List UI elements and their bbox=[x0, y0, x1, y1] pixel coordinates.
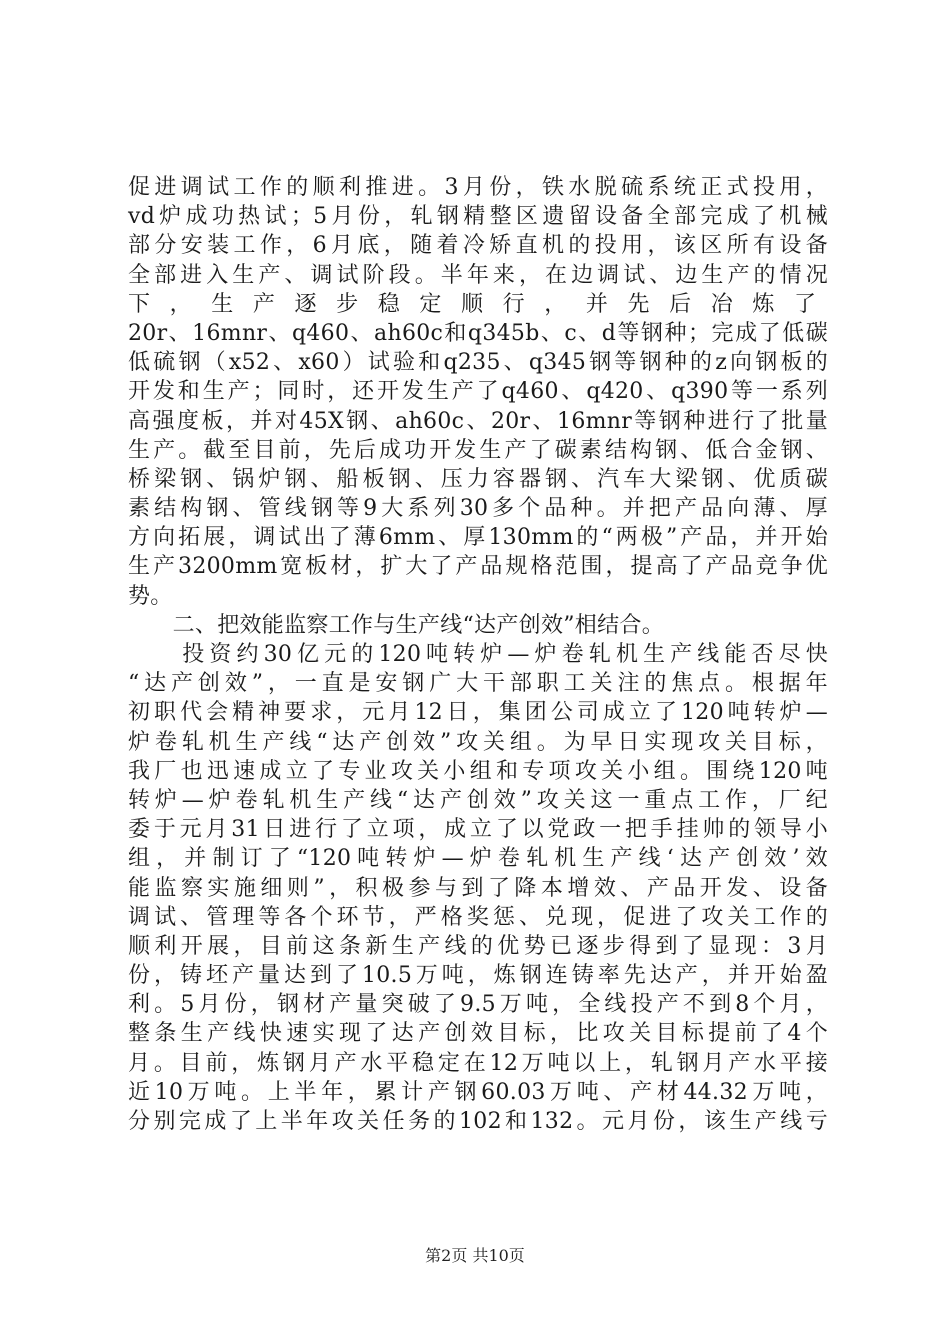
page-footer: 第2页 共10页 bbox=[425, 1246, 525, 1265]
text-line: 份，铸坯产量达到了10.5万吨，炼钢连铸率先达产，并开始盈 bbox=[128, 963, 828, 989]
text-line: 方向拓展，调试出了薄6mm、厚130mm的“两极”产品，并开始 bbox=[128, 525, 828, 551]
text-line: 调试、管理等各个环节，严格奖惩、兑现，促进了攻关工作的 bbox=[128, 904, 828, 930]
body-text bbox=[128, 173, 828, 1136]
text-line: 顺利开展，目前这条新生产线的优势已逐步得到了显现：3月 bbox=[128, 933, 828, 959]
text-line: vd炉成功热试；5月份，轧钢精整区遗留设备全部完成了机械 bbox=[128, 204, 828, 230]
text-line: 组，并制订了“120吨转炉—炉卷轧机生产线‘达产创效’效 bbox=[128, 846, 828, 872]
text-line: 高强度板，并对45X钢、ah60c、20r、16mnr等钢种进行了批量 bbox=[128, 408, 828, 434]
section-heading: 二、把效能监察工作与生产线“达产创效”相结合。 bbox=[128, 612, 664, 638]
text-line: 促进调试工作的顺利推进。3月份，铁水脱硫系统正式投用， bbox=[128, 175, 828, 200]
text-line: 低硫钢（x52、x60）试验和q235、q345钢等钢种的z向钢板的 bbox=[128, 350, 828, 376]
text-line: 转炉—炉卷轧机生产线“达产创效”攻关这一重点工作，厂纪 bbox=[128, 787, 828, 813]
text-line: 月。目前，炼钢月产水平稳定在12万吨以上，轧钢月产水平接 bbox=[128, 1050, 828, 1076]
text-line: 生产。截至目前，先后成功开发生产了碳素结构钢、低合金钢、 bbox=[128, 437, 828, 463]
text-line: 投资约30亿元的120吨转炉—炉卷轧机生产线能否尽快 bbox=[128, 642, 828, 667]
text-line: 生产3200mm宽板材，扩大了产品规格范围，提高了产品竞争优 bbox=[128, 554, 828, 580]
text-line: 下，生产逐步稳定顺行，并先后冶炼了 bbox=[128, 291, 828, 317]
text-line: 利。5月份，钢材产量突破了9.5万吨，全线投产不到8个月， bbox=[128, 992, 828, 1018]
text-line: 全部进入生产、调试阶段。半年来，在边调试、边生产的情况 bbox=[128, 262, 828, 288]
text-line: 我厂也迅速成立了专业攻关小组和专项攻关小组。围绕120吨 bbox=[128, 758, 828, 784]
text-line: 桥梁钢、锅炉钢、船板钢、压力容器钢、汽车大梁钢、优质碳 bbox=[128, 466, 828, 492]
text-line: 近10万吨。上半年，累计产钢60.03万吨、产材44.32万吨， bbox=[128, 1079, 828, 1105]
text-line: 能监察实施细则”，积极参与到了降本增效、产品开发、设备 bbox=[128, 875, 828, 901]
text-line: 初职代会精神要求，元月12日，集团公司成立了120吨转炉— bbox=[128, 700, 828, 726]
text-line: 势。 bbox=[128, 583, 173, 609]
text-line: 20r、16mnr、q460、ah60c和q345b、c、d等钢种；完成了低碳 bbox=[128, 320, 828, 346]
text-line: 素结构钢、管线钢等9大系列30多个品种。并把产品向薄、厚 bbox=[128, 496, 828, 522]
text-line: 炉卷轧机生产线“达产创效”攻关组。为早日实现攻关目标， bbox=[128, 729, 828, 755]
text-line: 部分安装工作，6月底，随着冷矫直机的投用，该区所有设备 bbox=[128, 233, 828, 259]
text-line: “达产创效”，一直是安钢广大干部职工关注的焦点。根据年 bbox=[128, 671, 828, 697]
text-line: 委于元月31日进行了立项，成立了以党政一把手挂帅的领导小 bbox=[128, 817, 828, 843]
text-line: 整条生产线快速实现了达产创效目标，比攻关目标提前了4个 bbox=[128, 1021, 828, 1047]
text-line: 开发和生产；同时，还开发生产了q460、q420、q390等一系列 bbox=[128, 379, 828, 405]
text-line: 分别完成了上半年攻关任务的102和132。元月份，该生产线亏 bbox=[128, 1109, 828, 1134]
